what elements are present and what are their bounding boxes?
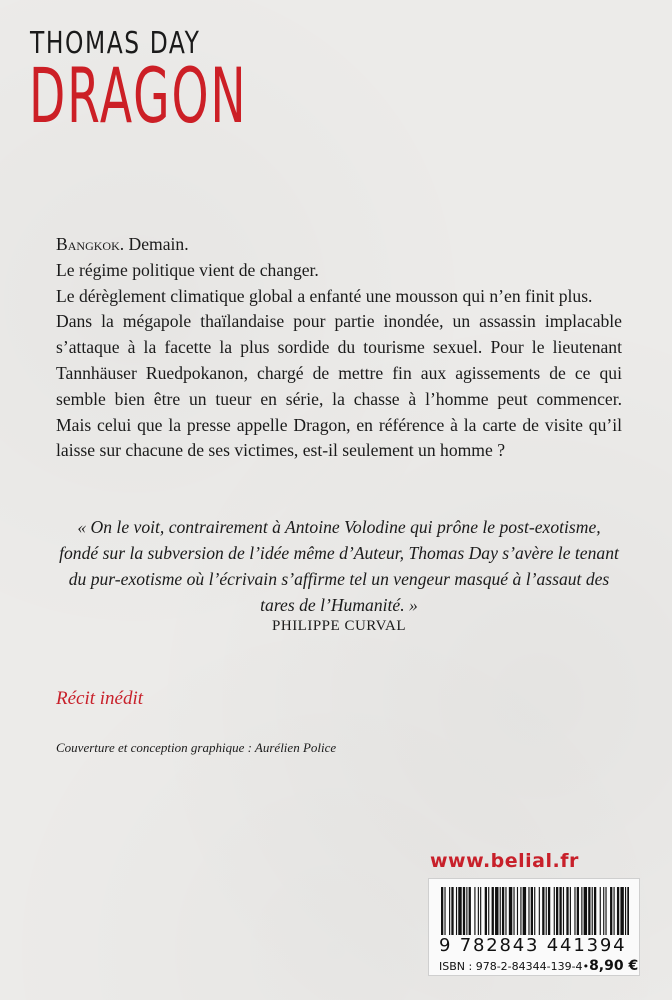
barcode-bar xyxy=(466,887,467,935)
isbn-number: ISBN : 978-2-84344-139-4 xyxy=(439,960,583,973)
barcode-bar xyxy=(570,887,571,935)
barcode-bar xyxy=(513,887,514,935)
barcode-bar xyxy=(456,887,457,935)
quote-line-3: du pur-exotisme où l’écrivain s’affirme tel un vengeur masqué à l’assaut des xyxy=(68,569,610,589)
blurb-line-3: Le dérèglement climatique global a enfanté une mousson qui n’en finit plus. xyxy=(56,285,593,306)
barcode-bar xyxy=(592,887,593,935)
quote-author: PHILIPPE CURVAL xyxy=(272,618,406,634)
barcode-bar xyxy=(517,887,518,935)
barcode-bar xyxy=(542,887,544,935)
barcode-bar xyxy=(505,887,506,935)
barcode-bar xyxy=(444,887,445,935)
barcode-bar xyxy=(546,887,547,935)
quote-line-1: « On le voit, contrairement à Antoine Volodine qui prône le post-exotisme, xyxy=(77,517,601,537)
barcode-bar xyxy=(554,887,555,935)
barcode-bar xyxy=(449,887,450,935)
barcode-bar xyxy=(488,887,489,935)
isbn-price-line xyxy=(439,958,639,974)
blurb-line-8: Mais celui que la presse appelle Dragon, en référence à la carte de visite qu’il xyxy=(56,414,622,435)
quote-line-4: tares de l’Humanité. » xyxy=(260,595,418,615)
barcode-bar xyxy=(469,887,471,935)
author-name: THOMAS DAY xyxy=(30,26,201,61)
barcode-bar xyxy=(474,887,475,935)
barcode-bar xyxy=(627,887,629,935)
blurb-line-4: Dans la mégapole thaïlandaise pour partie inondée, un assassin implacable xyxy=(56,311,622,332)
blurb xyxy=(56,232,622,464)
quote-line-2: fondé sur la subversion de l’idée même d’Auteur, Thomas Day s’avère le tenant xyxy=(59,543,619,563)
cover-credits: Couverture et conception graphique : Aurélien Police xyxy=(56,740,337,755)
barcode-bar xyxy=(610,887,612,935)
publisher-website: www.belial.fr xyxy=(430,850,579,872)
barcode-bar xyxy=(523,887,526,935)
barcode-bar xyxy=(563,887,564,935)
barcode-panel xyxy=(428,878,640,976)
barcode-bar xyxy=(605,887,606,935)
review-quote xyxy=(56,514,622,618)
blurb-city: Bangkok xyxy=(56,234,120,254)
barcode-bar xyxy=(539,887,540,935)
blurb-line-5: s’attaque à la facette la plus sordide du tourisme sexuel. Pour le lieutenant xyxy=(56,337,622,358)
price: 8,90 € xyxy=(589,958,639,974)
barcode-bar xyxy=(500,887,501,935)
barcode-bar xyxy=(548,887,550,935)
barcode-bar xyxy=(534,887,535,935)
barcode-bar xyxy=(594,887,596,935)
barcode-bar xyxy=(614,887,615,935)
blurb-line-7: semble bien être un tueur en série, la chasse à l’homme peut commencer. xyxy=(56,388,622,409)
barcode-bar xyxy=(620,887,623,935)
barcode-bar xyxy=(566,887,568,935)
book-title: DRAGON xyxy=(29,51,248,140)
barcode-bar xyxy=(451,887,453,935)
barcode-bar xyxy=(458,887,461,935)
blurb-line-2: Le régime politique vient de changer. xyxy=(56,259,319,280)
barcode-bar xyxy=(495,887,498,935)
barcode-bar xyxy=(463,887,465,935)
barcode-bar xyxy=(559,887,561,935)
genre-label: Récit inédit xyxy=(56,688,144,709)
barcode-bar xyxy=(520,887,521,935)
barcode-bar xyxy=(581,887,582,935)
barcode-bar xyxy=(480,887,481,935)
barcode-bar xyxy=(600,887,601,935)
barcode-bar xyxy=(478,887,479,935)
barcode-bar xyxy=(574,887,575,935)
barcode-bar xyxy=(441,887,443,935)
barcode-bar xyxy=(528,887,529,935)
blurb-line-1 xyxy=(56,232,622,258)
barcode-bar xyxy=(531,887,533,935)
barcode-bar xyxy=(577,887,579,935)
barcode-bar xyxy=(625,887,626,935)
blurb-line-9: laisse sur chacune de ses victimes, est-il seulement un homme ? xyxy=(56,440,506,461)
barcode-bar xyxy=(509,887,512,935)
barcode-bar xyxy=(603,887,604,935)
barcode-bars xyxy=(441,887,629,935)
barcode-bar xyxy=(584,887,587,935)
barcode-bar xyxy=(617,887,619,935)
isbn-separator: • xyxy=(582,960,590,973)
barcode-digits: 9 782843 441394 xyxy=(439,935,627,956)
barcode-bar xyxy=(556,887,558,935)
barcode-bar xyxy=(502,887,504,935)
barcode-bar xyxy=(588,887,590,935)
blurb-line-6: Tannhäuser Ruedpokanon, chargé de mettre fin aux agissements de ce qui xyxy=(56,362,622,383)
blurb-line-1-rest: . Demain. xyxy=(119,234,189,254)
barcode-bar xyxy=(485,887,487,935)
barcode-bar xyxy=(492,887,494,935)
